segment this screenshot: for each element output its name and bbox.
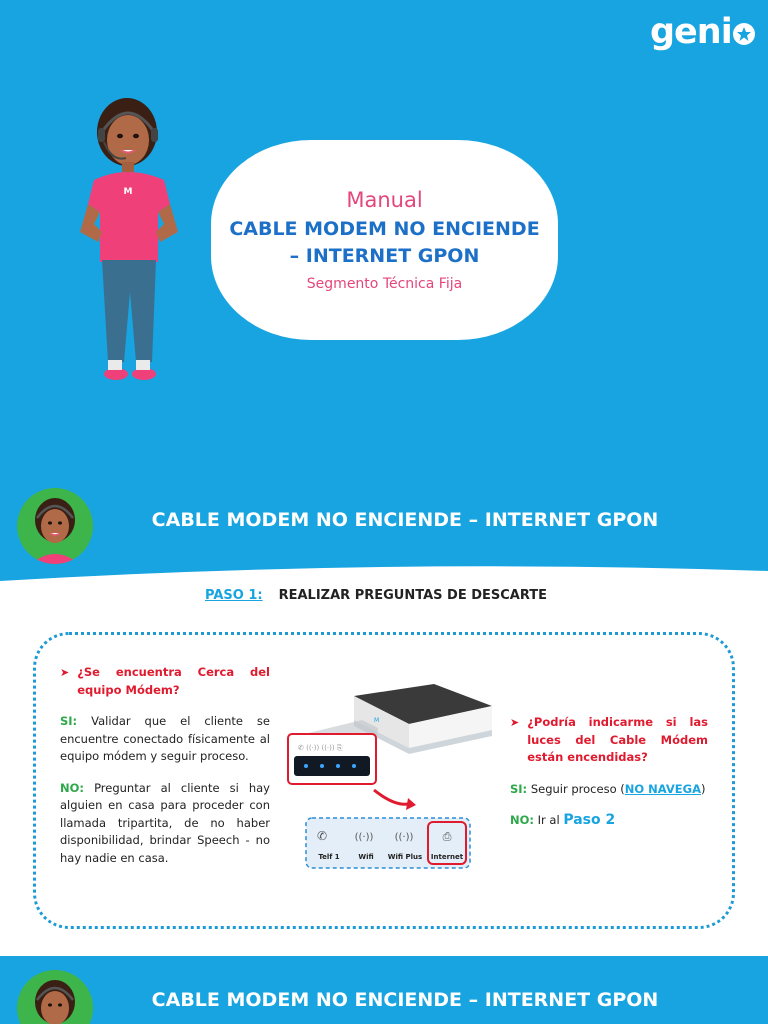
agent-avatar-circle	[17, 488, 93, 564]
manual-label: Manual	[346, 188, 423, 212]
port-label-wifi-plus: Wifi Plus	[387, 853, 423, 861]
link-no-navega[interactable]: NO NAVEGA	[624, 781, 701, 796]
port-label-internet: Internet	[430, 853, 464, 861]
logo-text: geni	[650, 12, 732, 52]
svg-text:⎙: ⎙	[442, 830, 452, 843]
svg-text:((·)): ((·))	[394, 832, 414, 843]
answer-si: SI: Validar que el cliente se encuentre conectado físicamente al equipo módem y seguir proceso.	[60, 714, 270, 763]
step-heading	[205, 588, 547, 603]
port-label-wifi: Wifi	[358, 853, 374, 861]
slide-title: CABLE MODEM NO ENCIENDE – INTERNET GPON	[151, 509, 659, 531]
answer-no: NO: Preguntar al cliente si hay alguien en casa para proceder con llamada tripartita, de no haber disponibilidad, brindar Speech - no hay nadie en casa.	[60, 780, 270, 865]
cover-subtitle: Segmento Técnica Fija	[306, 276, 463, 292]
genio-logo	[650, 12, 755, 52]
answer-no-lights: NO: Ir al Paso 2	[510, 812, 616, 828]
svg-text:✆ ((·)) ((·)) ⎘: ✆ ((·)) ((·)) ⎘	[298, 744, 343, 752]
cover-slide	[0, 0, 768, 476]
svg-text:M: M	[123, 187, 133, 197]
port-label-telf1: Telf 1	[318, 853, 340, 861]
slide-title: CABLE MODEM NO ENCIENDE – INTERNET GPON	[151, 989, 659, 1011]
modem-illustration	[284, 676, 494, 896]
step-label: PASO 1:	[205, 588, 263, 603]
svg-text:M: M	[374, 717, 380, 724]
star-icon	[733, 23, 755, 45]
arrow-bullet-icon: ➤	[510, 716, 520, 729]
question-near-modem: ➤ ¿Se encuentra Cerca del equipo Módem?	[60, 664, 270, 699]
header-band	[0, 476, 768, 586]
step1-slide	[0, 476, 768, 956]
answer-si-lights: SI: Seguir proceso (NO NAVEGA)	[510, 781, 706, 796]
cover-title: CABLE MODEM NO ENCIENDE – INTERNET GPON	[229, 218, 540, 267]
svg-text:((·)): ((·))	[354, 832, 374, 843]
question-lights: ➤ ¿Podría indicarme si las luces del Cable Módem están encendidas?	[510, 714, 708, 767]
arrow-bullet-icon: ➤	[60, 666, 70, 679]
right-question-block	[510, 714, 708, 830]
next-slide	[0, 956, 768, 1024]
left-question-block	[60, 664, 270, 867]
svg-text:✆: ✆	[316, 829, 328, 843]
agent-avatar-circle	[17, 970, 93, 1024]
agent-avatar-illustration	[72, 92, 190, 392]
link-paso-2[interactable]: Paso 2	[563, 812, 616, 828]
title-bubble	[211, 140, 558, 340]
slide-header	[0, 476, 768, 586]
step-text: REALIZAR PREGUNTAS DE DESCARTE	[278, 588, 548, 603]
